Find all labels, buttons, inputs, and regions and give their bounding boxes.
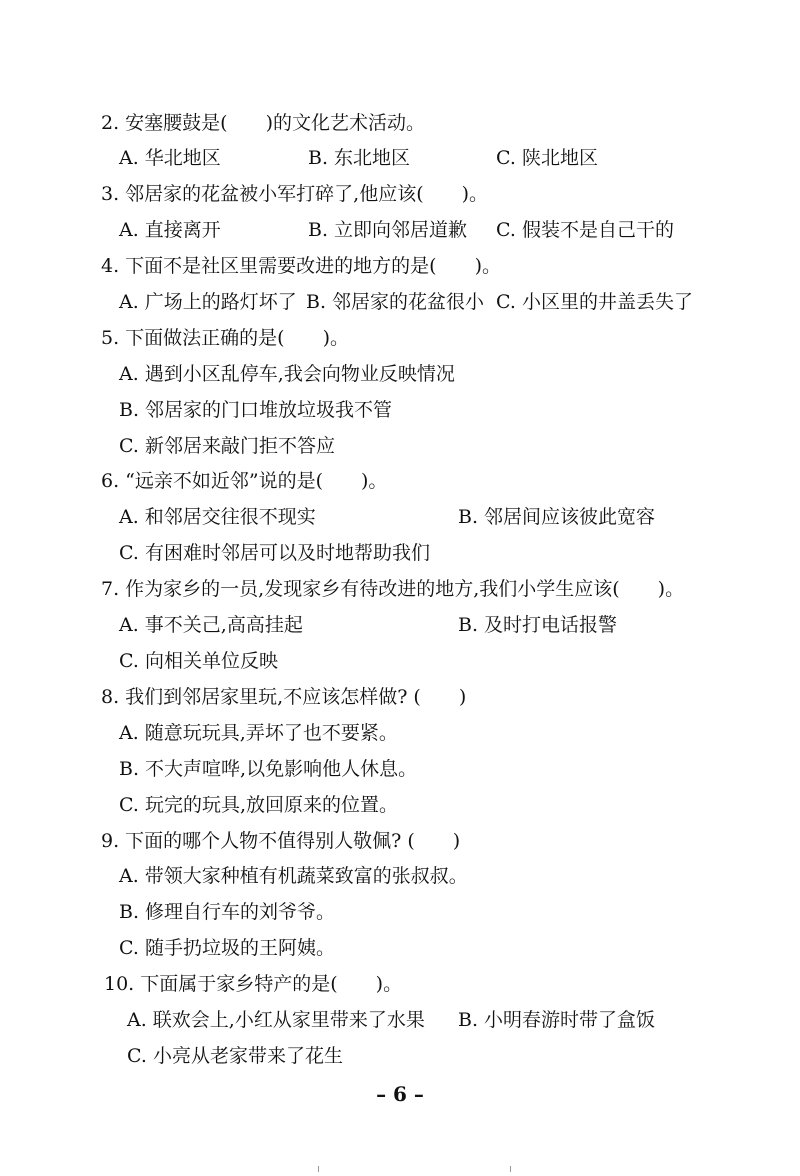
binding-mark — [318, 1166, 323, 1172]
option-c: C. 新邻居来敲门拒不答应 — [119, 435, 335, 457]
option-c: C. 陕北地区 — [496, 147, 598, 169]
question-text: 2. 安塞腰鼓是( )的文化艺术活动。 — [101, 112, 425, 134]
option-a: A. 事不关己,高高挂起 — [119, 614, 303, 636]
option-c: C. 小区里的井盖丢失了 — [496, 291, 693, 313]
option-a: A. 和邻居交往很不现实 — [119, 506, 316, 528]
option-a: A. 联欢会上,小红从家里带来了水果 — [127, 1009, 425, 1031]
option-c: C. 玩完的玩具,放回原来的位置。 — [119, 794, 398, 816]
question-text: 7. 作为家乡的一员,发现家乡有待改进的地方,我们小学生应该( )。 — [101, 578, 685, 600]
option-b: B. 邻居家的花盆很小 — [306, 291, 485, 313]
option-a: A. 广场上的路灯坏了 — [119, 291, 297, 313]
option-a: A. 遇到小区乱停车,我会向物业反映情况 — [119, 363, 455, 385]
option-c: C. 假装不是自己干的 — [496, 219, 674, 241]
option-b: B. 邻居家的门口堆放垃圾我不管 — [119, 399, 393, 421]
option-b: B. 东北地区 — [308, 147, 411, 169]
question-text: 6. “远亲不如近邻”说的是( )。 — [101, 470, 388, 492]
option-b: B. 不大声喧哗,以免影响他人休息。 — [119, 758, 418, 780]
option-b: B. 立即向邻居道歉 — [308, 219, 468, 241]
binding-mark — [510, 1166, 515, 1172]
page-number: – 6 – — [376, 1082, 424, 1106]
question-text: 3. 邻居家的花盆被小军打碎了,他应该( )。 — [101, 183, 489, 205]
option-b: B. 邻居间应该彼此宽容 — [458, 506, 656, 528]
option-b: B. 修理自行车的刘爷爷。 — [119, 901, 336, 923]
question-text: 10. 下面属于家乡特产的是( )。 — [104, 973, 403, 995]
option-a: A. 直接离开 — [119, 219, 221, 241]
option-b: B. 小明春游时带了盒饭 — [458, 1009, 656, 1031]
option-c: C. 随手扔垃圾的王阿姨。 — [119, 937, 335, 959]
option-a: A. 随意玩玩具,弄坏了也不要紧。 — [119, 722, 398, 744]
option-c: C. 小亮从老家带来了花生 — [127, 1045, 343, 1067]
option-c: C. 有困难时邻居可以及时地帮助我们 — [119, 542, 430, 564]
question-text: 8. 我们到邻居家里玩,不应该怎样做? ( ) — [101, 686, 467, 708]
option-a: A. 华北地区 — [119, 147, 221, 169]
option-c: C. 向相关单位反映 — [119, 650, 278, 672]
question-text: 9. 下面的哪个人物不值得别人敬佩? ( ) — [101, 830, 461, 852]
question-text: 4. 下面不是社区里需要改进的地方的是( )。 — [101, 255, 501, 277]
option-b: B. 及时打电话报警 — [458, 614, 618, 636]
option-a: A. 带领大家种植有机蔬菜致富的张叔叔。 — [119, 865, 468, 887]
question-text: 5. 下面做法正确的是( )。 — [101, 327, 349, 349]
